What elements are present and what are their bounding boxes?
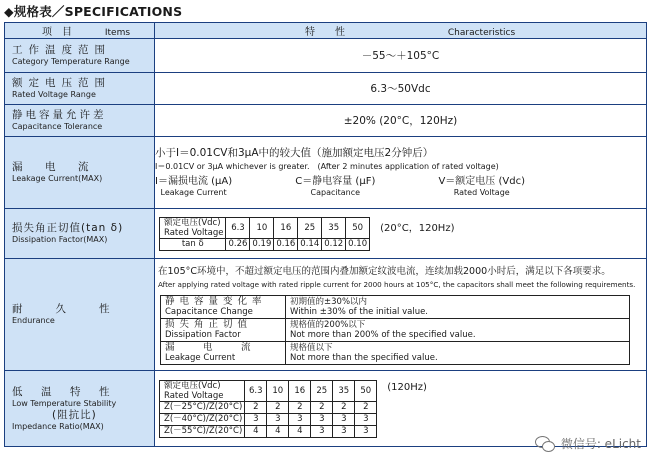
impedance-value: 3: [355, 413, 377, 425]
impedance-value: 2: [355, 401, 377, 413]
header-char-cn: 特 性: [305, 27, 345, 38]
impedance-value: 3: [311, 413, 333, 425]
impedance-value: 3: [245, 413, 267, 425]
label-en: Category Temperature Range: [12, 57, 130, 66]
label-cn: 漏 电 流: [12, 161, 95, 173]
row-endurance: [5, 259, 647, 371]
header-characteristics: [155, 23, 647, 39]
wechat-icon: [535, 436, 555, 452]
voltage-cell: 25: [298, 217, 322, 238]
low-temp-note: (120Hz): [387, 381, 427, 393]
tan-delta-value: 0.14: [298, 238, 322, 250]
voltage-cell: 35: [322, 217, 346, 238]
label-cn: 损失角正切值(tan δ): [12, 222, 124, 234]
value-rated-voltage: 6.3～50Vdc: [155, 73, 647, 105]
endurance-value: [286, 295, 630, 318]
dissipation-note: (20°C，120Hz): [380, 222, 455, 234]
wechat-watermark: [535, 435, 641, 452]
impedance-value: 4: [245, 425, 267, 437]
label-low-temperature: [5, 371, 155, 447]
tan-delta-value: 0.19: [250, 238, 274, 250]
endurance-key: [161, 318, 286, 341]
key-cn: 损失角正切值: [165, 318, 253, 330]
impedance-value: 4: [267, 425, 289, 437]
leakage-def-c: [295, 176, 375, 198]
impedance-value: 3: [355, 425, 377, 437]
endurance-row: [161, 318, 630, 341]
impedance-value: 4: [289, 425, 311, 437]
header-char-en: Characteristics: [447, 28, 516, 38]
head-cn: 额定电压(Vdc): [164, 217, 221, 228]
voltage-cell: 50: [355, 380, 377, 401]
voltage-cell: 6.3: [245, 380, 267, 401]
head-en: Rated Voltage: [164, 227, 224, 238]
label-en: Low Temperature Stability: [12, 398, 117, 408]
label-cn: 工作温度范围: [12, 44, 111, 56]
voltage-cell: 10: [267, 380, 289, 401]
leakage-def-v: [438, 176, 525, 198]
label-en: Leakage Current(MAX): [12, 174, 103, 183]
label-cn2: (阻抗比): [52, 408, 97, 421]
impedance-value: 2: [333, 401, 355, 413]
table-header-row: [5, 23, 647, 39]
dissipation-inner-table: [159, 217, 370, 251]
def-cn: C＝静电容量 (μF): [295, 176, 376, 187]
low-temp-head-cell: [160, 380, 245, 401]
label-cn: 静电容量允许差: [12, 109, 107, 121]
voltage-cell: 35: [333, 380, 355, 401]
label-capacitance-tolerance: [5, 105, 155, 137]
impedance-label: Z(－55°C)/Z(20°C): [160, 425, 245, 437]
endurance-key: [161, 341, 286, 364]
value-cn: 规格值的200%以下: [290, 319, 366, 330]
label-cn: 额定电压范围: [12, 77, 111, 89]
def-cn: I＝漏损电流 (μA): [155, 176, 233, 187]
voltage-cell: 6.3: [226, 217, 250, 238]
label-en: Capacitance Tolerance: [12, 122, 103, 131]
label-cn: 低 温 特 性: [12, 385, 114, 398]
def-en: Leakage Current: [160, 188, 227, 197]
impedance-value: 3: [311, 425, 333, 437]
value-en: Within ±30% of the initial value.: [290, 306, 429, 317]
def-en: Rated Voltage: [453, 188, 510, 197]
tan-delta-value: 0.10: [346, 238, 370, 250]
label-en: Dissipation Factor(MAX): [12, 235, 108, 244]
voltage-cell: 50: [346, 217, 370, 238]
tan-delta-value: 0.26: [226, 238, 250, 250]
impedance-value: 2: [311, 401, 333, 413]
endurance-row: [161, 295, 630, 318]
impedance-row: [160, 413, 377, 425]
impedance-value: 3: [333, 413, 355, 425]
voltage-cell: 16: [274, 217, 298, 238]
endurance-key: [161, 295, 286, 318]
row-leakage-current: [5, 137, 647, 209]
label-leakage-current: [5, 137, 155, 209]
leakage-def-i: [155, 176, 232, 198]
label-endurance: [5, 259, 155, 371]
value-en: Not more than the specified value.: [290, 352, 438, 363]
impedance-label: Z(－25°C)/Z(20°C): [160, 401, 245, 413]
header-items-cn: 项 目: [42, 27, 72, 38]
row-category-temperature: [5, 39, 647, 73]
def-en: Capacitance: [310, 188, 361, 197]
voltage-cell: 10: [250, 217, 274, 238]
def-cn: V＝额定电压 (Vdc): [438, 176, 525, 187]
value-cn: 初期值的±30%以内: [290, 296, 368, 307]
value-cn: 规格值以下: [290, 342, 333, 353]
leakage-line-cn: 小于I＝0.01CV和3μA中的较大值（施加额定电压2分钟后）: [155, 147, 434, 159]
leakage-definitions: [155, 176, 525, 198]
key-en: Leakage Current: [165, 352, 236, 363]
value-category-temperature: －55～＋105°C: [155, 39, 647, 73]
row-dissipation-factor: [5, 209, 647, 259]
head-cn: 额定电压(Vdc): [164, 380, 221, 391]
tan-delta-label: tan δ: [160, 238, 226, 250]
impedance-row: [160, 401, 377, 413]
label-en2: Impedance Ratio(MAX): [12, 421, 104, 431]
impedance-value: 3: [333, 425, 355, 437]
label-rated-voltage: [5, 73, 155, 105]
voltage-cell: 16: [289, 380, 311, 401]
tan-delta-value: 0.16: [274, 238, 298, 250]
impedance-value: 3: [289, 413, 311, 425]
value-en: Not more than 200% of the specified value.: [290, 329, 476, 340]
low-temp-inner-table: [159, 380, 377, 438]
impedance-label: Z(－40°C)/Z(20°C): [160, 413, 245, 425]
leakage-line-en: I＝0.01CV or 3μA whichever is greater. (After 2 minutes application of rated voltage): [155, 162, 499, 171]
page-title: ◆规格表／SPECIFICATIONS: [4, 4, 183, 19]
key-en: Dissipation Factor: [165, 329, 241, 340]
value-dissipation-factor: [155, 209, 647, 259]
label-dissipation-factor: [5, 209, 155, 259]
impedance-row: [160, 425, 377, 437]
endurance-line-en: After applying rated voltage with rated ripple current for 2000 hours at 105°C, the capacitors shall meet the following requirements.: [158, 279, 636, 289]
header-items: [5, 23, 155, 39]
value-capacitance-tolerance: ±20% (20°C，120Hz): [155, 105, 647, 137]
key-cn: 漏 电 流: [165, 341, 251, 353]
value-endurance: [155, 259, 647, 371]
endurance-value: [286, 318, 630, 341]
impedance-value: 2: [245, 401, 267, 413]
header-items-en: Items: [104, 28, 131, 38]
voltage-cell: 25: [311, 380, 333, 401]
head-en: Rated Voltage: [164, 390, 224, 401]
key-en: Capacitance Change: [165, 306, 253, 317]
endurance-value: [286, 341, 630, 364]
dissipation-head-cell: [160, 217, 226, 238]
watermark-text: 微信号: eLicht: [560, 437, 641, 451]
impedance-value: 3: [267, 413, 289, 425]
row-capacitance-tolerance: [5, 105, 647, 137]
row-rated-voltage: [5, 73, 647, 105]
specifications-table: [4, 22, 647, 447]
endurance-line-cn: 在105°C环境中，不超过额定电压的范围内叠加额定纹波电流，连续加载2000小时后，满足以下各项要求。: [158, 265, 611, 277]
label-category-temperature: [5, 39, 155, 73]
tan-delta-value: 0.12: [322, 238, 346, 250]
label-cn: 耐 久 性: [12, 303, 114, 315]
impedance-value: 2: [267, 401, 289, 413]
label-en: Rated Voltage Range: [12, 90, 96, 99]
key-cn: 静电容量变化率: [165, 295, 267, 307]
value-leakage-current: [155, 137, 647, 209]
endurance-inner-table: [160, 295, 630, 365]
endurance-row: [161, 341, 630, 364]
label-en: Endurance: [12, 316, 55, 325]
impedance-value: 2: [289, 401, 311, 413]
